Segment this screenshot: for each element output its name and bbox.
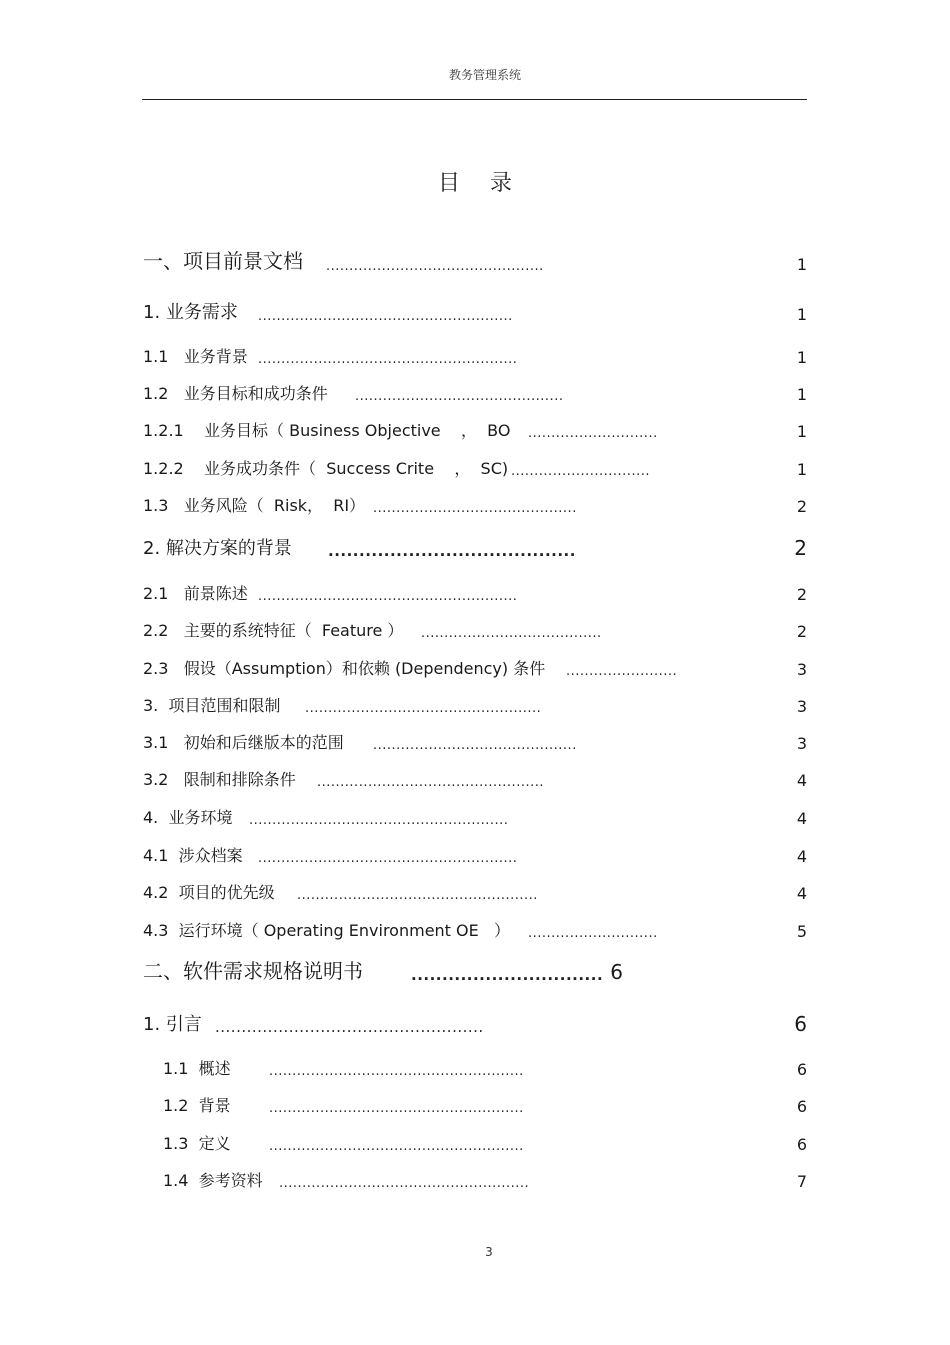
toc-leader-dots: ............................................ (373, 501, 577, 516)
toc-leader-dots: ............................... (411, 966, 604, 984)
toc-entry-label: 2.2 主要的系统特征（ Feature ） (143, 621, 404, 640)
toc-entry[interactable] (143, 250, 807, 280)
toc-entry-label: 1.2 背景 (163, 1096, 231, 1115)
toc-entry[interactable] (143, 417, 807, 447)
toc-entry[interactable] (143, 842, 807, 872)
toc-entry[interactable] (143, 692, 807, 722)
toc-entry-page: 6 (796, 1135, 807, 1154)
toc-leader-dots: .............................. (511, 464, 650, 479)
toc-leader-dots: ................................................... (305, 701, 542, 716)
toc-leader-dots: ........................................................ (249, 813, 509, 828)
toc-entry[interactable] (143, 536, 807, 566)
toc-entry-label: 4.3 运行环境（ Operating Environment OE ） (143, 921, 510, 940)
toc-entry-page: 1 (796, 422, 807, 441)
toc-leader-dots: ........................................ (328, 542, 576, 560)
toc-entry-label: 4.2 项目的优先级 (143, 883, 275, 902)
toc-entry-label: 3.1 初始和后继版本的范围 (143, 733, 344, 752)
toc-entry-label: 1.3 定义 (163, 1134, 231, 1153)
toc-entry[interactable] (143, 1055, 807, 1085)
toc-entry-page: 1 (796, 255, 807, 274)
toc-entry[interactable] (143, 380, 807, 410)
toc-entry-page: 3 (796, 734, 807, 753)
toc-leader-dots: .................................................... (297, 888, 538, 903)
toc-entry-page: 4 (796, 809, 807, 828)
toc-entry[interactable] (143, 617, 807, 647)
toc-entry-page: 7 (796, 1172, 807, 1191)
toc-entry-label: 1.1 概述 (163, 1059, 231, 1078)
toc-leader-dots: ........................................................ (258, 589, 518, 604)
toc-leader-dots: ............................................. (355, 389, 564, 404)
toc-entry-label: 1. 引言 (143, 1014, 202, 1035)
toc-entry[interactable] (143, 1092, 807, 1122)
toc-leader-dots: ....................................................... (258, 309, 513, 324)
toc-entry-page: 1 (796, 460, 807, 479)
toc-entry-page: 2 (794, 536, 807, 560)
toc-leader-dots: ................................................. (317, 775, 544, 790)
toc-leader-dots: ............................................... (326, 259, 544, 274)
toc-entry-page: 4 (796, 771, 807, 790)
toc-entry[interactable] (143, 729, 807, 759)
toc-entry-page: 2 (796, 585, 807, 604)
toc-title: 目录 (437, 171, 542, 196)
toc-entry-label: 二、软件需求规格说明书 (143, 959, 363, 983)
toc-leader-dots: ........................ (566, 664, 678, 679)
toc-entry-label: 1.4 参考资料 (163, 1171, 263, 1190)
toc-leader-dots: ................................................... (215, 1018, 484, 1036)
toc-entry-label: 3. 项目范围和限制 (143, 696, 281, 715)
toc-entry-label: 4. 业务环境 (143, 808, 233, 827)
toc-entry-label: 2.1 前景陈述 (143, 584, 248, 603)
toc-entry[interactable] (143, 492, 807, 522)
toc-entry-page: 1 (796, 348, 807, 367)
page-number: 3 (485, 1245, 493, 1259)
toc-entry-page: 3 (796, 697, 807, 716)
toc-entry-label: 2.3 假设（Assumption）和依赖 (Dependency) 条件 (143, 659, 546, 678)
toc-entry-page: 6 (610, 960, 623, 984)
toc-entry-page: 3 (796, 660, 807, 679)
toc-leader-dots: ...................................................... (279, 1176, 530, 1191)
toc-entry-page: 1 (796, 305, 807, 324)
toc-leader-dots: ....................................................... (269, 1139, 524, 1154)
toc-entry-page: 4 (796, 847, 807, 866)
toc-entry-label: 1.2.1 业务目标（ Business Objective ， BO (143, 421, 511, 440)
toc-leader-dots: ............................ (528, 426, 658, 441)
toc-entry-label: 3.2 限制和排除条件 (143, 770, 296, 789)
toc-leader-dots: ....................................................... (269, 1101, 524, 1116)
toc-entry[interactable] (143, 917, 807, 947)
toc-entry-label: 一、项目前景文档 (143, 249, 303, 273)
toc-leader-dots: ........................................................ (258, 851, 518, 866)
toc-entry[interactable] (143, 766, 807, 796)
toc-entry[interactable] (143, 580, 807, 610)
toc-leader-dots: ............................ (528, 926, 658, 941)
running-header: 教务管理系统 (448, 68, 521, 82)
toc-entry-label: 1.2 业务目标和成功条件 (143, 384, 328, 403)
toc-entry-label: 1.2.2 业务成功条件（ Success Crite ， SC) (143, 459, 509, 478)
toc-leader-dots: ........................................................ (258, 352, 518, 367)
toc-entry[interactable] (143, 455, 807, 485)
toc-entry-page: 6 (796, 1060, 807, 1079)
toc-entry-label: 1.1 业务背景 (143, 347, 248, 366)
toc-entry[interactable] (143, 804, 807, 834)
toc-entry-label: 4.1 涉众档案 (143, 846, 243, 865)
toc-entry[interactable] (143, 343, 807, 373)
toc-entry[interactable] (143, 1012, 807, 1042)
toc-entry[interactable] (143, 1130, 807, 1160)
toc-leader-dots: ............................................ (373, 738, 577, 753)
toc-entry-page: 4 (796, 884, 807, 903)
toc-entry-page: 6 (796, 1097, 807, 1116)
toc-leader-dots: ....................................................... (269, 1064, 524, 1079)
toc-leader-dots: ....................................... (421, 626, 602, 641)
toc-entry-page: 6 (794, 1012, 807, 1036)
toc-entry-label: 1. 业务需求 (143, 302, 238, 323)
toc-entry-page: 5 (796, 922, 807, 941)
toc-entry-page: 2 (796, 622, 807, 641)
toc-entry[interactable] (143, 655, 807, 685)
toc-entry-page: 1 (796, 385, 807, 404)
toc-entry-label: 1.3 业务风险（ Risk， RI） (143, 496, 366, 515)
toc-entry[interactable] (143, 300, 807, 330)
toc-entry[interactable] (143, 879, 807, 909)
toc-entry-page: 2 (796, 497, 807, 516)
toc-entry[interactable] (143, 960, 623, 990)
toc-entry[interactable] (143, 1167, 807, 1197)
toc-entry-label: 2. 解决方案的背景 (143, 538, 292, 559)
